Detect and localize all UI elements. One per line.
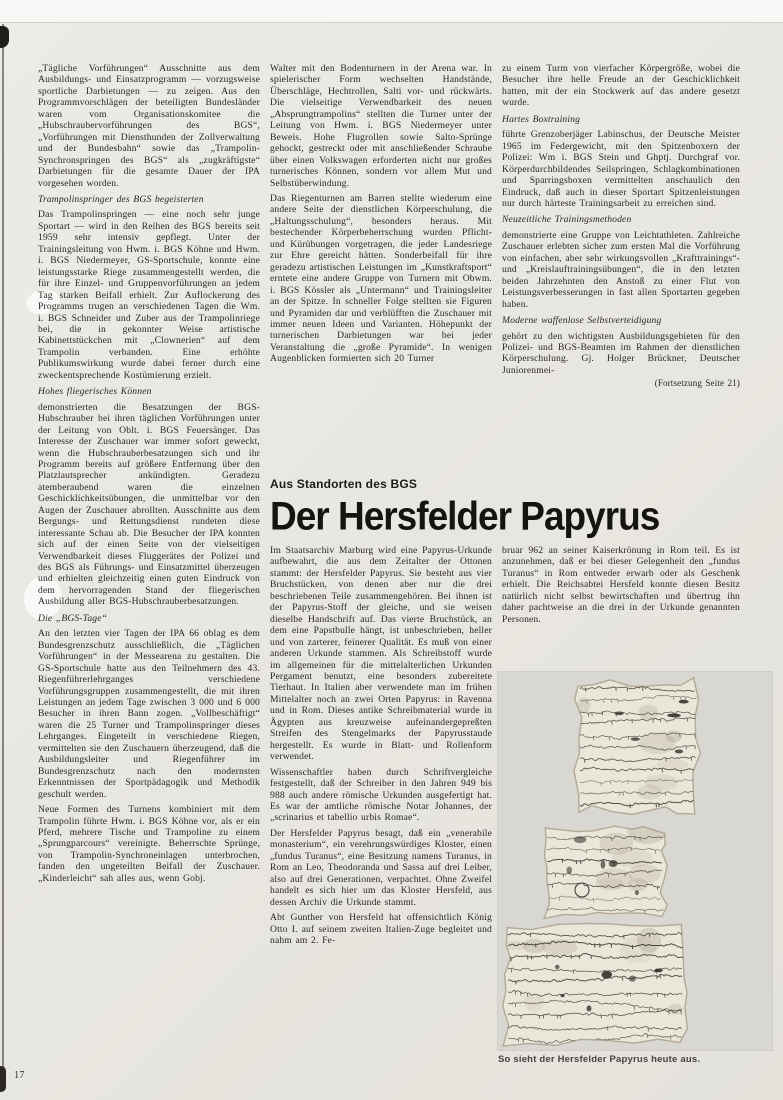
subhead-bgs-tage: Die „BGS-Tage“	[38, 612, 108, 624]
photo-caption: So sieht der Hersfelder Papyrus heute aus.	[498, 1054, 701, 1065]
continuation-note: (Fortsetzung Seite 21)	[654, 378, 740, 389]
paragraph: bruar 962 an seiner Kaiserkrönung in Rom teil. Es ist anzunehmen, daß er bei dieser Gelegenheit den „fundus Turanus“ in Rom entweder erwarb oder als Geschenk erhielt. Die Reichsabtei Hersfeld konnte diesen Besitz natürlich nicht selbst bewirtschaften und übertrug ihn daher pachtweise an die drei in der Urkunde genannten Personen.	[502, 545, 740, 625]
column-middle-top	[270, 63, 492, 475]
paragraph: demonstrierten die Besatzungen der BGS-Hubschrauber bei ihren täglichen Vorführungen unter der Leitung von Oblt. i. BGS Feuersänger. Das Interesse der Zuschauer war immer sofort geweckt, wenn die Hubschrauberbesatzungen sich und ihr Programm bereits auf größere Entfernung über den Platzlautsprecher ankündigten. Geradezu atemberaubend waren die einzelnen Geschicklichkeitsübungen, die unmittelbar vor den Augen der Zuschauer abrollten. Ausschnitte aus dem Bergungs- und Rettungsdienst rundeten diese interessante Schau ab. Die Besucher der IPA konnten sich auf der einen Seite von der vielseitigen Verwendbarkeit dieses Fluggerätes der Polizei und des BGS als Führungs- und Einsatzmittel überzeugen und erhielten gleichzeitig einen guten Eindruck von dem hervorragenden Stand der fliegerischen Ausbildung aller BGS-Hubschrauberbesatzungen.	[38, 401, 260, 608]
scan-edge-top	[0, 0, 783, 23]
paragraph: Der Hersfelder Papyrus besagt, daß ein „venerabile monasterium“, ein verehrungswürdiges Kloster, einen „fundus Turanus“, eine Besitzung namens Turanus, in Rom an Leo, Theodoranda und Sassa auf drei Leiber, also auf drei Generationen, verpachtet. Ohne Zweifel handelt es sich hier um das Kloster Hersfeld, aus dessen Archiv die Urkunde stammt.	[270, 827, 492, 908]
paragraph: Walter mit den Bodenturnern in der Arena war. In spielerischer Form wechselten Handstände, Überschläge, Hechtrollen, Salti vor- und rückwärts. Die vielseitige Verwendbarkeit des neuen „Absprungtrampolins“ stellten die Turner unter der Leitung von Hwm. i. BGS Niedermeyer unter Beweis. Hohe Flugrollen sowie Salto-Sprünge gehockt, gestreckt oder mit anschließender Schraube über einen Volkswagen erforderten nicht nur großes turnerisches Können, sondern vor allem Mut und Selbstüberwindung.	[270, 63, 492, 189]
paragraph: Das Riegenturnen am Barren stellte wiederum eine andere Seite der dienstlichen Körperschulung, die „Haltungsschulung“, besonders heraus. Mit bestechender Körperbeherrschung wurden Pflicht- und Kürübungen vorgetragen, die jeder Landesriege zur Ehre gereicht hätten. Sonderbeifall für ihre geradezu artistischen Leistungen im „Kunstkraftsport“ erntete eine andere Gruppe von Turnern mit Obwm. i. BGS Kössler als „Untermann“ und Trainingsleiter an der Spitze. In schneller Folge stellten sie Figuren und Pyramiden dar und verblüfften die Zuschauer mit immer neuen Ideen und Varianten. Höhepunkt der turnerischen Darbietungen war bei jeder Veranstaltung die „große Pyramide“. In wenigen Augenblicken formierten sich 20 Turner	[270, 192, 492, 365]
paragraph: führte Grenzoberjäger Labinschus, der Deutsche Meister 1965 im Federgewicht, mit den Spitzenboxern der Polizei: Wm i. BGS Stein und Ghptj. Durchgraf vor. Körperdurchbildendes Seilspringen, Schlagkombinationen und Sparringsboxen vermittelten anschaulich den Eindruck, daß auch in dieser Sportart Spitzenleistungen nur durch härteste Trainingsarbeit zu erreichen sind.	[502, 129, 740, 209]
scan-gutter-mark	[0, 1066, 6, 1092]
subhead-fliegerisches-koennen: Hohes fliegerisches Können	[38, 386, 152, 398]
papyrus-column-left	[270, 545, 492, 1085]
paragraph: Das Trampolinspringen — eine noch sehr junge Sportart — wird in den Reihen des BGS bereits seit 1959 sehr intensiv gepflegt. Unter der Trainingsleitung von Hwm. i. BGS Köhne und Hwm. i. BGS Niedermeyer, GS-Sportschule, konnte eine leistungsstarke Riege zusammengestellt werden, die für ihre Einzel- und Gruppenvorführungen an jedem Tag starken Beifall erhielt. Zur Auflockerung des Programms trugen an verschiedenen Tagen die Wm. i. BGS Schneider und Zuber aus der Trampolinriege bei, die in gekonnter Weise artistische Kabinettstückchen mit „Clownerien“ auf dem Trampolin verbanden. Eine erhöhte Publikumswirkung wurde dabei ferner durch eine zweckentsprechende Kostümierung erzielt.	[38, 209, 260, 381]
article-kicker: Aus Standorten des BGS	[270, 477, 418, 491]
scan-gutter-line	[2, 24, 4, 1088]
paragraph: Wissenschaftler haben durch Schriftvergleiche festgestellt, daß der Schreiber in den Jahren 949 bis 988 auch andere römische Urkunden ausgefertigt hat. Es war der amtliche römische Notar Johannes, der „scrinarius et tabellio urbis Romae“.	[270, 766, 492, 824]
paragraph: Neue Formen des Turnens kombiniert mit dem Trampolin führte Hwm. i. BGS Köhne vor, als er ein Pferd, mehrere Tische und Trampoline zu einem „Sprungparcours“ vereinigte. Beherrschte Sprünge, von Trampolin-Synchroneinlagen unterbrochen, fanden den ungeteilten Beifall der Zuschauer. „Kinderleicht“ sah alles aus, wenn Gobj.	[38, 804, 260, 884]
papyrus-fragments-photo	[498, 672, 772, 1050]
papyrus-column-right	[502, 545, 740, 669]
article-headline: Der Hersfelder Papyrus	[270, 493, 660, 539]
subhead-trampolinspringer: Trampolinspringer des BGS begeisterten	[38, 193, 204, 205]
column-left	[38, 63, 260, 1065]
paragraph: An den letzten vier Tagen der IPA 66 oblag es dem Bundesgrenzschutz ausschließlich, die „Täglichen Vorführungen“ in der Messearena zu gestalten. Die GS-Sportschule hatte aus den Teilnehmern des 43. Riegenführerlehrganges verschiedene Vorführungsgruppen zusammengestellt, die mit ihren Leistungen an jedem Tage zwischen 3 000 und 6 000 Besucher in ihren Bann zogen. „Vollbeschäftigt“ waren die 25 Turner und Trampolinspringer dieses Lehrganges. Eingeteilt in verschiedene Riegen, vermittelten sie den Zuschauern überzeugend, daß die Ausbildungsleiter und Riegenführer im Bundesgrenzschutz nach den modernsten Erkenntnissen der Sportpädagogik und Methodik geschult werden.	[38, 628, 260, 800]
paragraph: gehört zu den wichtigsten Ausbildungsgebieten für den Polizei- und BGS-Beamten im Rahmen der dienstlichen Körperschulung. Gj. Holger Brückner, Deutscher Juniorenmei-	[502, 330, 740, 376]
paragraph: demonstrierte eine Gruppe von Leichtathleten. Zahlreiche Zuschauer erlebten sicher zum ersten Mal die Vorführung von einfachen, aber sehr wirkungsvollen „Krafttrainings“- und „Kreislauftrainingsübungen“, die in den letzten beiden Jahrzehnten den Anstoß zu einer Flut von Leistungsverbesserungen in fast allen Sportarten gegeben haben.	[502, 229, 740, 310]
paragraph: zu einem Turm von vierfacher Körpergröße, wobei die Besucher ihre helle Freude an der Geschicklichkeit hatten, mit der ein Stockwerk auf das andere gesetzt wurde.	[502, 63, 740, 109]
subhead-boxtraining: Hartes Boxtraining	[502, 113, 581, 125]
subhead-selbstverteidigung: Moderne waffenlose Selbstverteidigung	[502, 315, 662, 327]
scan-gutter-mark	[0, 26, 9, 48]
papyrus-article-header	[270, 477, 742, 539]
paragraph: Abt Gunther von Hersfeld hat offensichtlich König Otto I. auf seinem zweiten Italien-Zuge begleitet und nahm am 2. Fe-	[270, 912, 492, 946]
paragraph: „Tägliche Vorführungen“ Ausschnitte aus dem Ausbildungs- und Einsatzprogramm — vorzugsweise sportliche Darbietungen — zu zeigen. Aus den Programmvorschlägen der beteiligten Bundesländer waren vom Organisationskomitee die „Hubschraubervorführungen des BGS“, „Vorführungen mit Diensthunden der Zollverwaltung und der Bundesbahn“ sowie das „Trampolin-Synchronspringen des BGS“ als „zugkräftigste“ Darbietungen für die gesamte Dauer der IPA vorgesehen worden.	[38, 63, 260, 189]
column-right-top	[502, 63, 740, 467]
subhead-trainingsmethoden: Neuzeitliche Trainingsmethoden	[502, 214, 632, 226]
paragraph: Im Staatsarchiv Marburg wird eine Papyrus-Urkunde aufbewahrt, die aus dem Zeitalter der Ottonen stammt: der Hersfelder Papyrus. Sie besteht aus vier Bruchstücken, von denen aber nur die drei beschriebenen Teile zusammengehören. Bei ihnen ist der Papyrus-Stoff der gleiche, und sie weisen dieselbe Handschrift auf. Das vierte Bruchstück, an dem eine Papstbulle hängt, ist unbeschrieben, heller und von zarterer, feinerer Qualität. Es muß von einer anderen Urkunde stammen. Als Schreibstoff wurde im allgemeinen für die mittelalterlichen Urkunden Pergament benutzt, eine besonders zubereitete Tierhaut. In Italien aber verwendete man im frühen Mittelalter noch an zwei Orten Papyrus: in Ravenna und in Rom. Dieses antike Schreibmaterial wurde in Ägypten aus kreuzweise aufeinandergepreßten Streifen des Stengelmarks der Papyrusstaude hergestellt. Es wurde in Blatt- und Rollenform verwendet.	[270, 545, 492, 763]
page-number: 17	[14, 1070, 25, 1081]
